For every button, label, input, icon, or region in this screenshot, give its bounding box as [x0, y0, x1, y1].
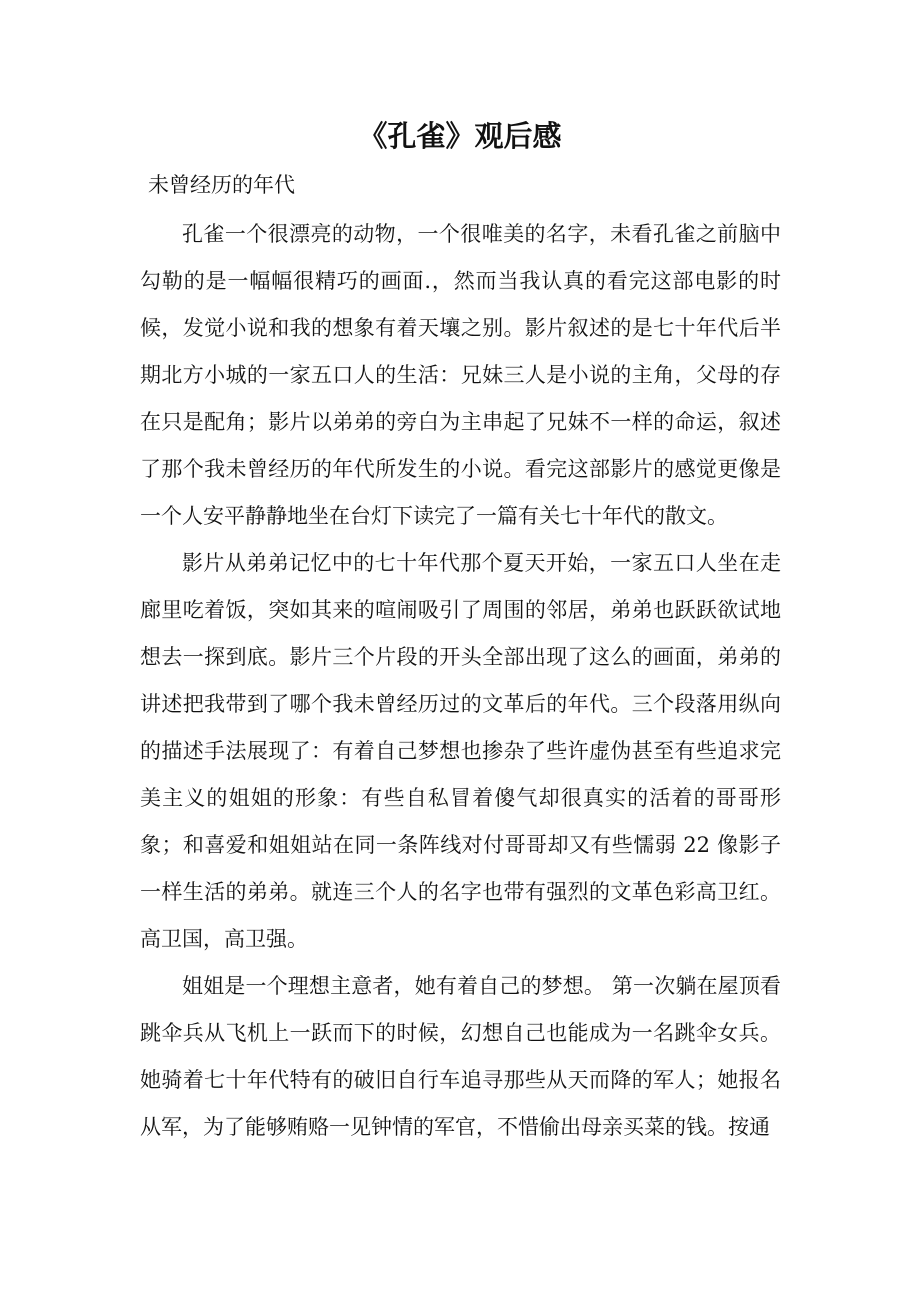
document-body — [140, 211, 781, 1151]
paragraph-2: 影片从弟弟记忆中的七十年代那个夏天开始，一家五口人坐在走廊里吃着饭，突如其来的喧闹吸引了周围的邻居，弟弟也跃跃欲试地想去一探到底。影片三个片段的开头全部出现了这么的画面，弟弟的讲述把我带到了哪个我未曾经历过的文革后的年代。三个段落用纵向的描述手法展现了：有着自己梦想也掺杂了些许虚伪甚至有些追求完美主义的姐姐的形象：有些自私冒着傻气却很真实的活着的哥哥形象；和喜爱和姐姐站在同一条阵线对付哥哥却又有些懦弱 22 像影子一样生活的弟弟。就连三个人的名字也带有强烈的文革色彩高卫红。高卫国，高卫强。 — [140, 551, 781, 951]
paragraph-3: 姐姐是一个理想主意者，她有着自己的梦想。 第一次躺在屋顶看跳伞兵从飞机上一跃而下的时候，幻想自己也能成为一名跳伞女兵。她骑着七十年代特有的破旧自行车追寻那些从天而降的军人；她报名从军，为了能够贿赂一见钟情的军官，不惜偷出母亲买菜的钱。按通 — [140, 974, 781, 1139]
paragraph-1: 孔雀一个很漂亮的动物，一个很唯美的名字，未看孔雀之前脑中勾勒的是一幅幅很精巧的画面.，然而当我认真的看完这部电影的时候，发觉小说和我的想象有着天壤之别。影片叙述的是七十年代后半期北方小城的一家五口人的生活：兄妹三人是小说的主角，父母的存在只是配角；影片以弟弟的旁白为主串起了兄妹不一样的命运，叙述了那个我未曾经历的年代所发生的小说。看完这部影片的感觉更像是一个人安平静静地坐在台灯下读完了一篇有关七十年代的散文。 — [140, 222, 781, 528]
document-subtitle: 未曾经历的年代 — [148, 173, 295, 197]
document-title: 《孔雀》观后感 — [358, 119, 562, 153]
